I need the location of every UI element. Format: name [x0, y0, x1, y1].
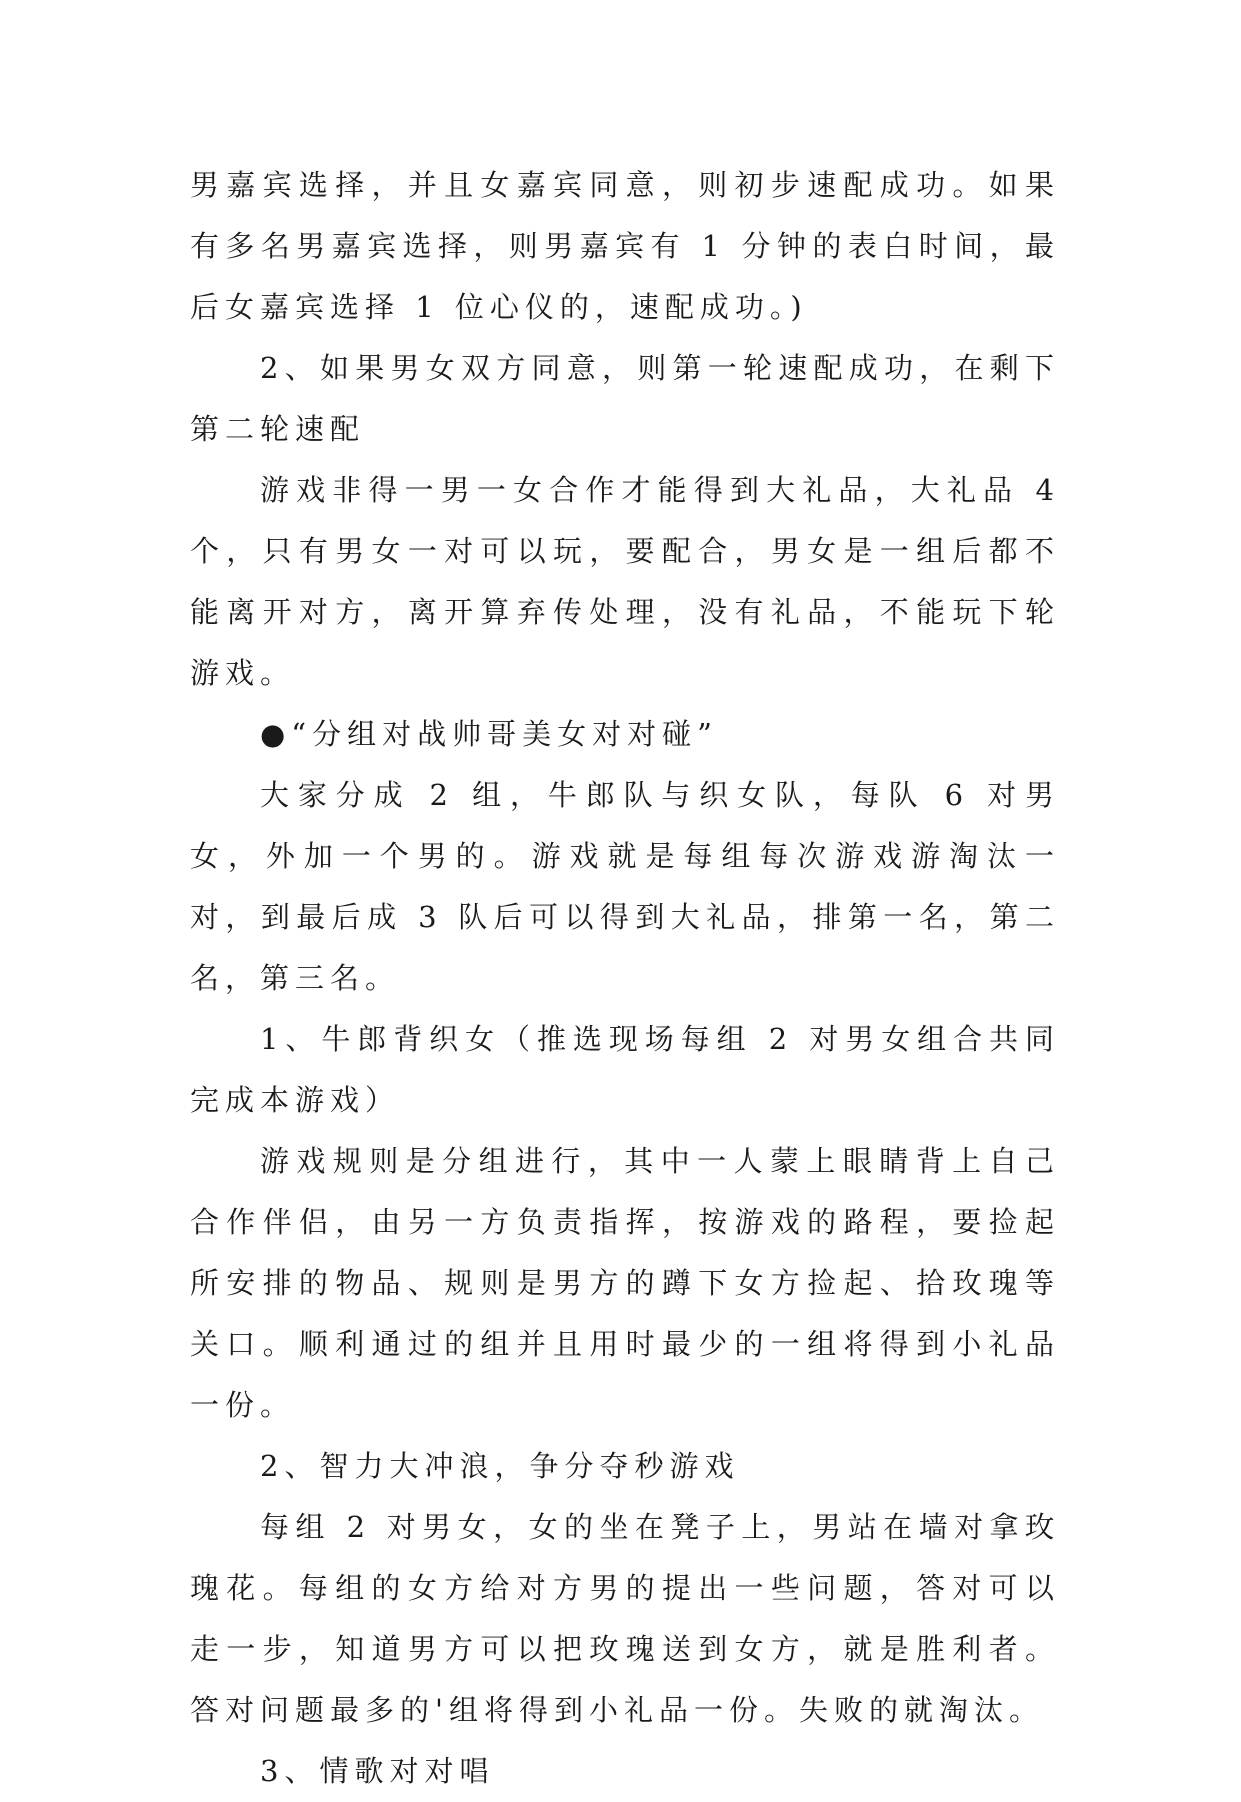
- paragraph: 男嘉宾选择，并且女嘉宾同意，则初步速配成功。如果有多名男嘉宾选择，则男嘉宾有 1 分钟的表白时间，最后女嘉宾选择 1 位心仪的，速配成功。): [190, 168, 1060, 324]
- paragraph: 游戏规则是分组进行，其中一人蒙上眼睛背上自己合作伴侣，由另一方负责指挥，按游戏的路程，要捡起所安排的物品、规则是男方的蹲下女方捡起、拾玫瑰等关口。顺利通过的组并且用时最少的一组将得到小礼品一份。: [190, 1144, 1060, 1422]
- paragraph: 2、智力大冲浪，争分夺秒游戏: [260, 1449, 740, 1483]
- paragraph: 每组 2 对男女，女的坐在凳子上，男站在墙对拿玫瑰花。每组的女方给对方男的提出一些问题，答对可以走一步，知道男方可以把玫瑰送到女方，就是胜利者。答对问题最多的'组将得到小礼品一份。失败的就淘汰。: [190, 1510, 1060, 1727]
- document-body: [190, 155, 1060, 1802]
- paragraph: 3、情歌对对唱: [260, 1754, 495, 1788]
- paragraph: 2、如果男女双方同意，则第一轮速配成功，在剩下第二轮速配: [190, 351, 1060, 446]
- paragraph: 大家分成 2 组，牛郎队与织女队，每队 6 对男女，外加一个男的。游戏就是每组每次游戏游淘汰一对，到最后成 3 队后可以得到大礼品，排第一名，第二名，第三名。: [190, 778, 1060, 995]
- paragraph: 游戏非得一男一女合作才能得到大礼品，大礼品 4 个，只有男女一对可以玩，要配合，男女是一组后都不能离开对方，离开算弃传处理，没有礼品，不能玩下轮游戏。: [190, 473, 1060, 690]
- paragraph: 1、牛郎背织女（推选现场每组 2 对男女组合共同完成本游戏）: [190, 1022, 1060, 1117]
- section-heading: ●“分组对战帅哥美女对对碰”: [260, 717, 718, 751]
